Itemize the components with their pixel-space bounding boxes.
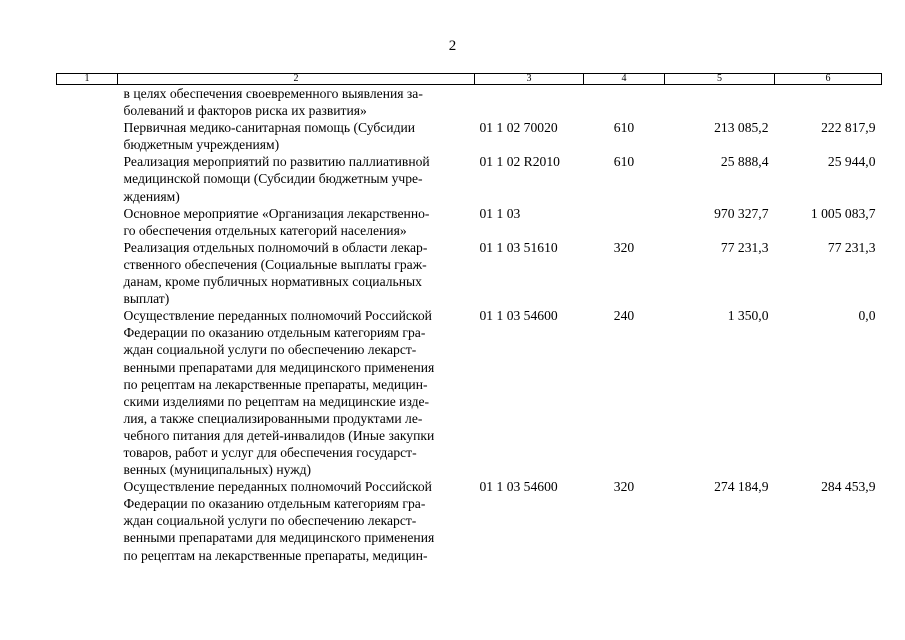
row-description [118, 478, 475, 563]
row-amount-6 [775, 85, 882, 120]
description-line: бюджетным учреждениям) [123, 137, 280, 153]
row-amount-6: 77 231,3 [827, 239, 876, 255]
row-amount-5: 213 085,2 [714, 120, 769, 136]
row-code: 01 1 02 70020 [479, 120, 558, 136]
cell-col-1 [57, 205, 118, 239]
row-amount-6: 284 453,9 [821, 479, 876, 495]
row-amount-6: 0,0 [858, 308, 876, 324]
page-number: 2 [448, 38, 457, 54]
description-line: Осуществление переданных полномочий Российской [123, 479, 432, 495]
cell-col-1 [57, 478, 118, 563]
cell-col-1 [57, 119, 118, 153]
row-description [118, 205, 475, 239]
header-col-2: 2 [118, 74, 475, 85]
row-amount-6: 1 005 083,7 [810, 205, 876, 221]
cell-col-1 [57, 307, 118, 478]
row-description [118, 119, 475, 153]
description-line: го обеспечения отдельных категорий населения» [123, 222, 407, 238]
header-row [57, 74, 882, 85]
row-code: 01 1 03 [479, 205, 521, 221]
row-expense-type: 240 [613, 308, 635, 324]
row-description [118, 239, 475, 307]
description-line: Федерации по оказанию отдельным категориям гра- [123, 496, 426, 512]
row-amount-5: 77 231,3 [720, 239, 769, 255]
cell-col-1 [57, 153, 118, 204]
description-line: Первичная медико-санитарная помощь (Субсидии [123, 120, 416, 136]
description-line: ждан социальной услуги по обеспечению лекарст- [123, 342, 417, 358]
cell-col-1 [57, 85, 118, 120]
description-line: болеваний и факторов риска их развития» [123, 103, 367, 119]
row-code: 01 1 03 54600 [479, 479, 558, 495]
description-line: данам, кроме публичных нормативных социальных [123, 274, 422, 290]
table-row [57, 153, 882, 204]
description-line: по рецептам на лекарственные препараты, медицин- [123, 376, 428, 392]
header-col-6: 6 [775, 74, 882, 85]
description-line: выплат) [123, 291, 170, 307]
row-amount-5: 970 327,7 [714, 205, 769, 221]
row-description [118, 153, 475, 204]
row-amount-5 [665, 85, 775, 120]
table-row [57, 205, 882, 239]
description-line: медицинской помощи (Субсидии бюджетным учре- [123, 171, 423, 187]
row-expense-type: 610 [613, 120, 635, 136]
description-line: Основное мероприятие «Организация лекарственно- [123, 205, 430, 221]
table-row [57, 239, 882, 307]
header-col-1: 1 [57, 74, 118, 85]
description-line: Федерации по оказанию отдельным категориям гра- [123, 325, 426, 341]
description-line: товаров, работ и услуг для обеспечения государст- [123, 444, 417, 460]
table-row [57, 85, 882, 120]
row-amount-5: 274 184,9 [714, 479, 769, 495]
description-line: венными препаратами для медицинского применения [123, 530, 435, 546]
row-code [475, 85, 584, 120]
row-expense-type: 320 [613, 239, 635, 255]
table-body [57, 85, 882, 564]
description-line: Реализация отдельных полномочий в области лекар- [123, 239, 428, 255]
row-expense-type: 610 [613, 154, 635, 170]
row-description [118, 307, 475, 478]
row-expense-type [584, 205, 665, 239]
header-col-5: 5 [665, 74, 775, 85]
description-line: чебного питания для детей-инвалидов (Иные закупки [123, 427, 435, 443]
description-line: ственного обеспечения (Социальные выплаты граж- [123, 256, 427, 272]
table-header [57, 74, 882, 85]
description-line: Реализация мероприятий по развитию паллиативной [123, 154, 430, 170]
row-amount-6: 25 944,0 [827, 154, 876, 170]
header-col-4: 4 [584, 74, 665, 85]
description-line: по рецептам на лекарственные препараты, медицин- [123, 547, 428, 563]
description-line: ждан социальной услуги по обеспечению лекарст- [123, 513, 417, 529]
description-line: ждениям) [123, 188, 180, 204]
description-line: скими изделиями по рецептам на медицинские изде- [123, 393, 430, 409]
row-expense-type: 320 [613, 479, 635, 495]
table-row [57, 119, 882, 153]
description-line: в целях обеспечения своевременного выявления за- [123, 86, 423, 101]
table-row [57, 307, 882, 478]
row-code: 01 1 03 51610 [479, 239, 558, 255]
row-amount-5: 25 888,4 [720, 154, 769, 170]
header-col-3: 3 [475, 74, 584, 85]
description-line: венных (муниципальных) нужд) [123, 462, 312, 478]
description-line: венными препаратами для медицинского применения [123, 359, 435, 375]
row-expense-type [584, 85, 665, 120]
row-code: 01 1 03 54600 [479, 308, 558, 324]
row-code: 01 1 02 R2010 [479, 154, 560, 170]
description-line: лия, а также специализированными продуктами ле- [123, 410, 423, 426]
row-description [118, 85, 475, 120]
table-row [57, 478, 882, 563]
row-amount-6: 222 817,9 [821, 120, 876, 136]
row-amount-5: 1 350,0 [727, 308, 769, 324]
budget-table [56, 73, 882, 564]
description-line: Осуществление переданных полномочий Российской [123, 308, 432, 324]
cell-col-1 [57, 239, 118, 307]
